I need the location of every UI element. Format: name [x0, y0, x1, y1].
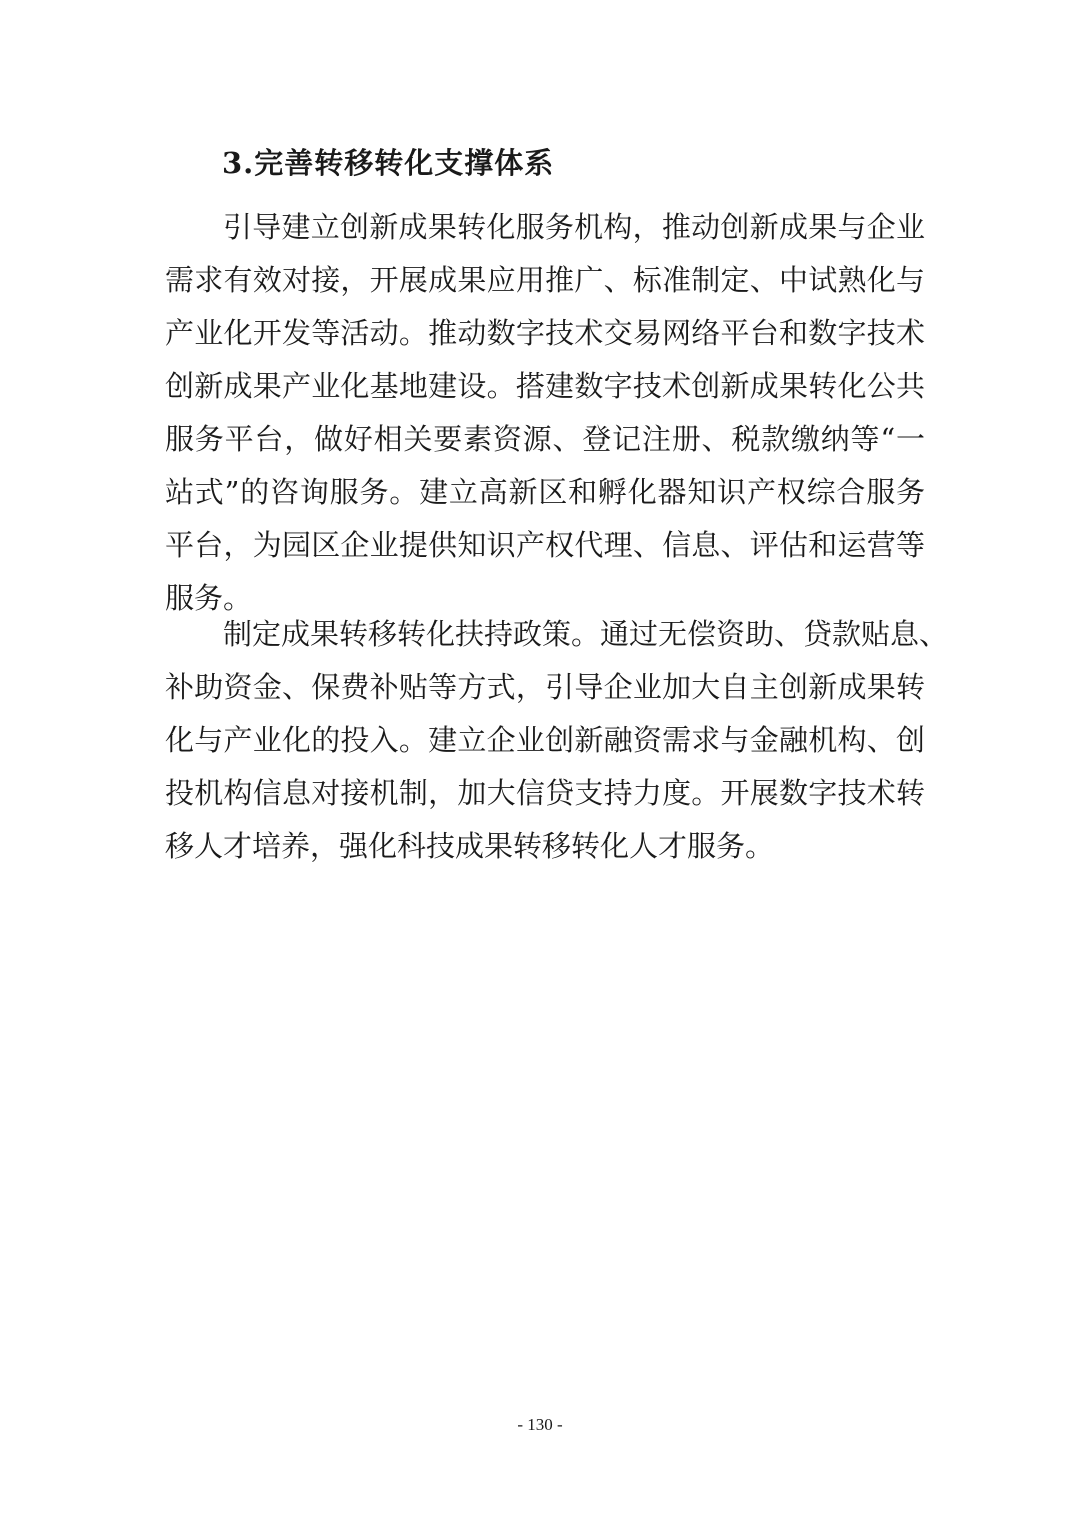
paragraph-line: 补助资金、保费补贴等方式，引导企业加大自主创新成果转: [165, 670, 925, 704]
paragraph-support-policies: [165, 608, 949, 873]
paragraph-line: 服务平台，做好相关要素资源、登记注册、税款缴纳等“一: [165, 422, 925, 456]
paragraph-line: 产业化开发等活动。推动数字技术交易网络平台和数字技术: [165, 316, 925, 350]
paragraph-line: 移人才培养，强化科技成果转移转化人才服务。: [165, 829, 775, 863]
paragraph-line: 化与产业化的投入。建立企业创新融资需求与金融机构、创: [165, 723, 925, 757]
paragraph-line: 制定成果转移转化扶持政策。通过无偿资助、贷款贴息、: [223, 617, 949, 651]
section-heading: 3.完善转移转化支撑体系: [222, 146, 555, 180]
paragraph-line: 投机构信息对接机制，加大信贷支持力度。开展数字技术转: [165, 776, 925, 810]
paragraph-line: 需求有效对接，开展成果应用推广、标准制定、中试熟化与: [165, 263, 925, 297]
paragraph-line: 创新成果产业化基地建设。搭建数字技术创新成果转化公共: [165, 369, 925, 403]
page-number: - 130 -: [517, 1415, 563, 1434]
paragraph-line: 服务。: [165, 581, 253, 615]
paragraph-line: 引导建立创新成果转化服务机构，推动创新成果与企业: [223, 210, 925, 244]
paragraph-transfer-services: [165, 201, 925, 625]
paragraph-line: 站式”的咨询服务。建立高新区和孵化器知识产权综合服务: [165, 475, 925, 509]
paragraph-line: 平台，为园区企业提供知识产权代理、信息、评估和运营等: [165, 528, 925, 562]
